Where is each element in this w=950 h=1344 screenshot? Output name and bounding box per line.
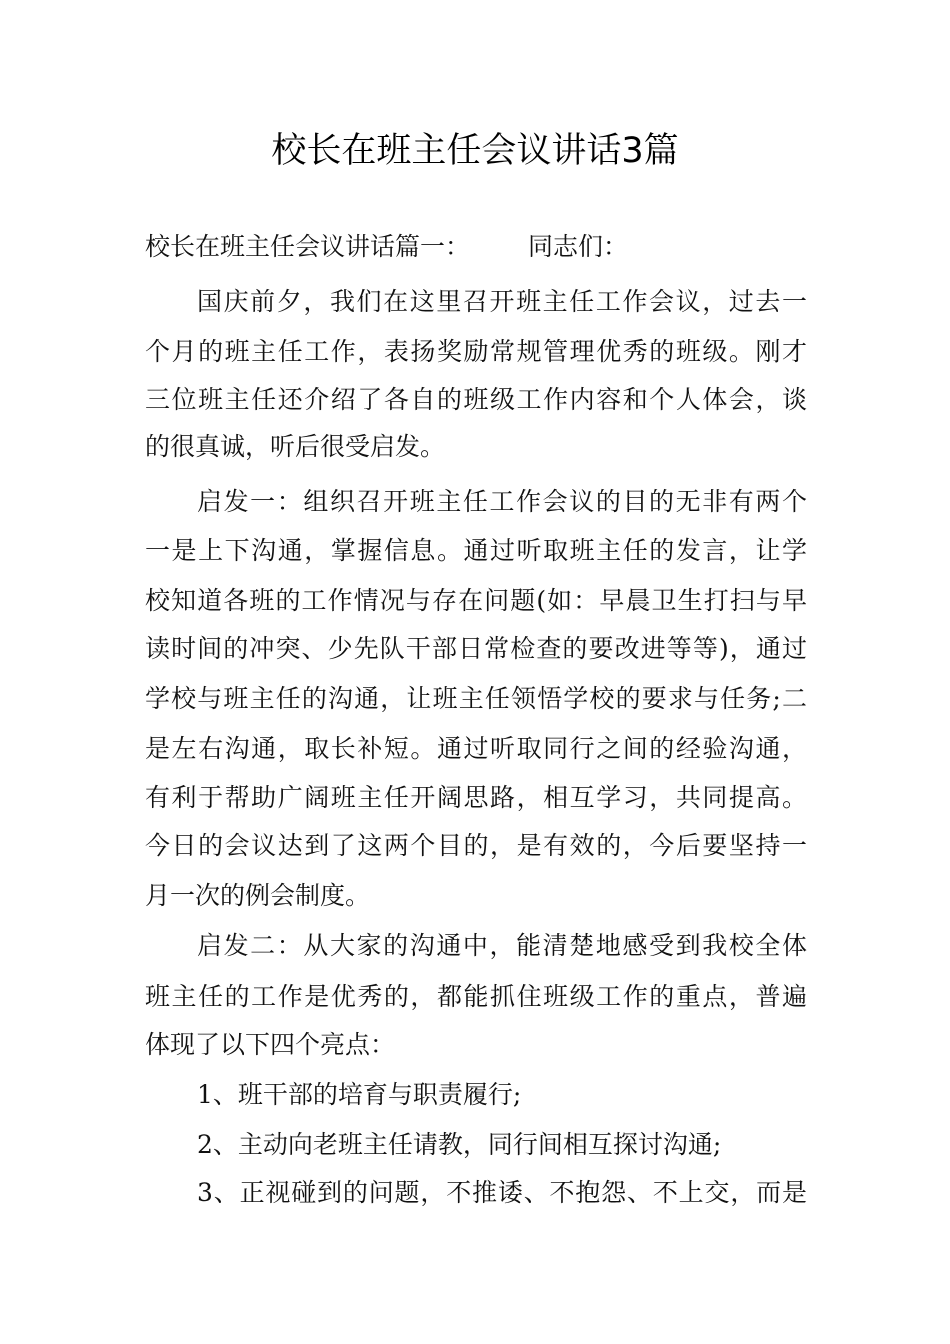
paragraph-line: 今日的会议达到了这两个目的，是有效的，今后要坚持一 (145, 831, 807, 860)
paragraph-line: 是左右沟通，取长补短。通过听取同行之间的经验沟通， (145, 734, 807, 763)
paragraph-line: 个月的班主任工作，表扬奖励常规管理优秀的班级。刚才 (145, 337, 807, 366)
paragraph-line: 启发一：组织召开班主任工作会议的目的无非有两个 (197, 487, 807, 516)
paragraph-line: 读时间的冲突、少先队干部日常检查的要改进等等)，通过 (145, 634, 807, 663)
document-title: 校长在班主任会议讲话3篇 (271, 131, 679, 171)
list-item: 2、主动向老班主任请教，同行间相互探讨沟通; (197, 1130, 722, 1159)
paragraph-line: 班主任的工作是优秀的，都能抓住班级工作的重点，普遍 (145, 982, 807, 1011)
paragraph-line: 国庆前夕，我们在这里召开班主任工作会议，过去一 (197, 287, 807, 316)
paragraph-line: 三位班主任还介绍了各自的班级工作内容和个人体会，谈 (145, 385, 807, 414)
paragraph-line: 月一次的例会制度。 (145, 881, 371, 910)
paragraph-line: 校知道各班的工作情况与存在问题(如：早晨卫生打扫与早 (145, 586, 807, 615)
list-item: 1、班干部的培育与职责履行; (197, 1080, 522, 1109)
paragraph-line: 体现了以下四个亮点： (145, 1030, 396, 1059)
list-item: 3、正视碰到的问题，不推诿、不抱怨、不上交，而是 (197, 1178, 807, 1207)
paragraph-line: 有利于帮助广阔班主任开阔思路，相互学习，共同提高。 (145, 783, 807, 812)
paragraph-line: 学校与班主任的沟通，让班主任领悟学校的要求与任务;二 (145, 684, 807, 713)
paragraph-line: 一是上下沟通，掌握信息。通过听取班主任的发言，让学 (145, 536, 807, 565)
paragraph-line: 启发二：从大家的沟通中，能清楚地感受到我校全体 (197, 931, 807, 960)
salutation: 同志们： (528, 232, 629, 261)
paragraph-line: 的很真诚，听后很受启发。 (145, 432, 446, 461)
section-heading: 校长在班主任会议讲话篇一： (145, 232, 471, 261)
